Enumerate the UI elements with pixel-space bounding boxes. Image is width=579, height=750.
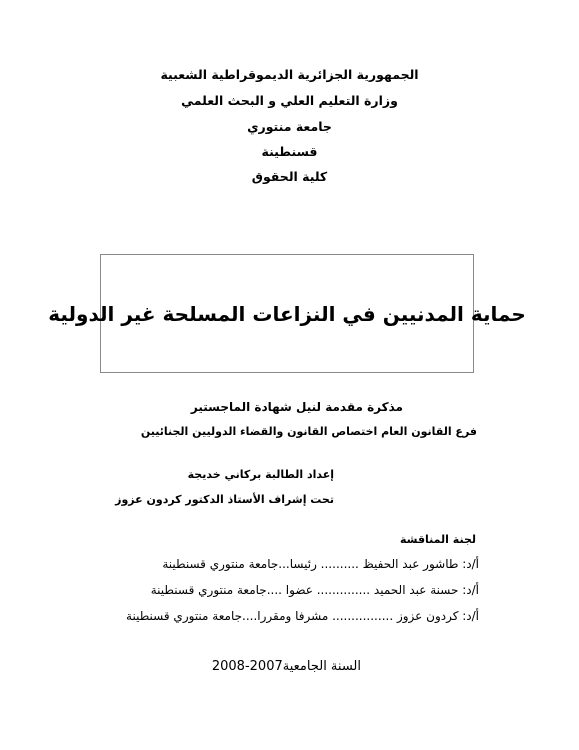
student-line: إعداد الطالبة بركاني خديجة — [187, 468, 334, 481]
faculty-heading: كلية الحقوق — [251, 169, 328, 184]
degree-line: مذكرة مقدمة لنيل شهادة الماجستير — [190, 400, 403, 414]
thesis-title-box — [48, 254, 526, 373]
supervisor-line: تحت إشراف الأستاذ الدكتور كردون عزوز — [115, 493, 334, 506]
committee-member: أ/د: حسنة عبد الحميد .............. عضوا ....جامعة منتوري قسنطينة — [150, 583, 479, 597]
committee-member: أ/د: طاشور عبد الحفيظ .......... رئيسا...جامعة منتوري قسنطينة — [162, 557, 479, 571]
committee-member: أ/د: كردون عزوز ................ مشرفا ومقررا....جامعة منتوري قسنطينة — [126, 609, 479, 623]
thesis-title: حماية المدنيين في النزاعات المسلحة غير الدولية — [48, 301, 526, 326]
ministry-heading: وزارة التعليم العلي و البحث العلمي — [181, 93, 398, 108]
committee-heading: لجنة المناقشة — [399, 533, 476, 546]
university-heading: جامعة منتوري — [247, 119, 332, 134]
city-heading: قسنطينة — [261, 144, 318, 159]
academic-year: السنة الجامعية2007-2008 — [211, 659, 361, 674]
republic-heading: الجمهورية الجزائرية الديموقراطية الشعبية — [160, 67, 419, 82]
branch-line: فرع القانون العام اختصاص القانون والقضاء الدوليين الجنائيين — [140, 425, 477, 438]
